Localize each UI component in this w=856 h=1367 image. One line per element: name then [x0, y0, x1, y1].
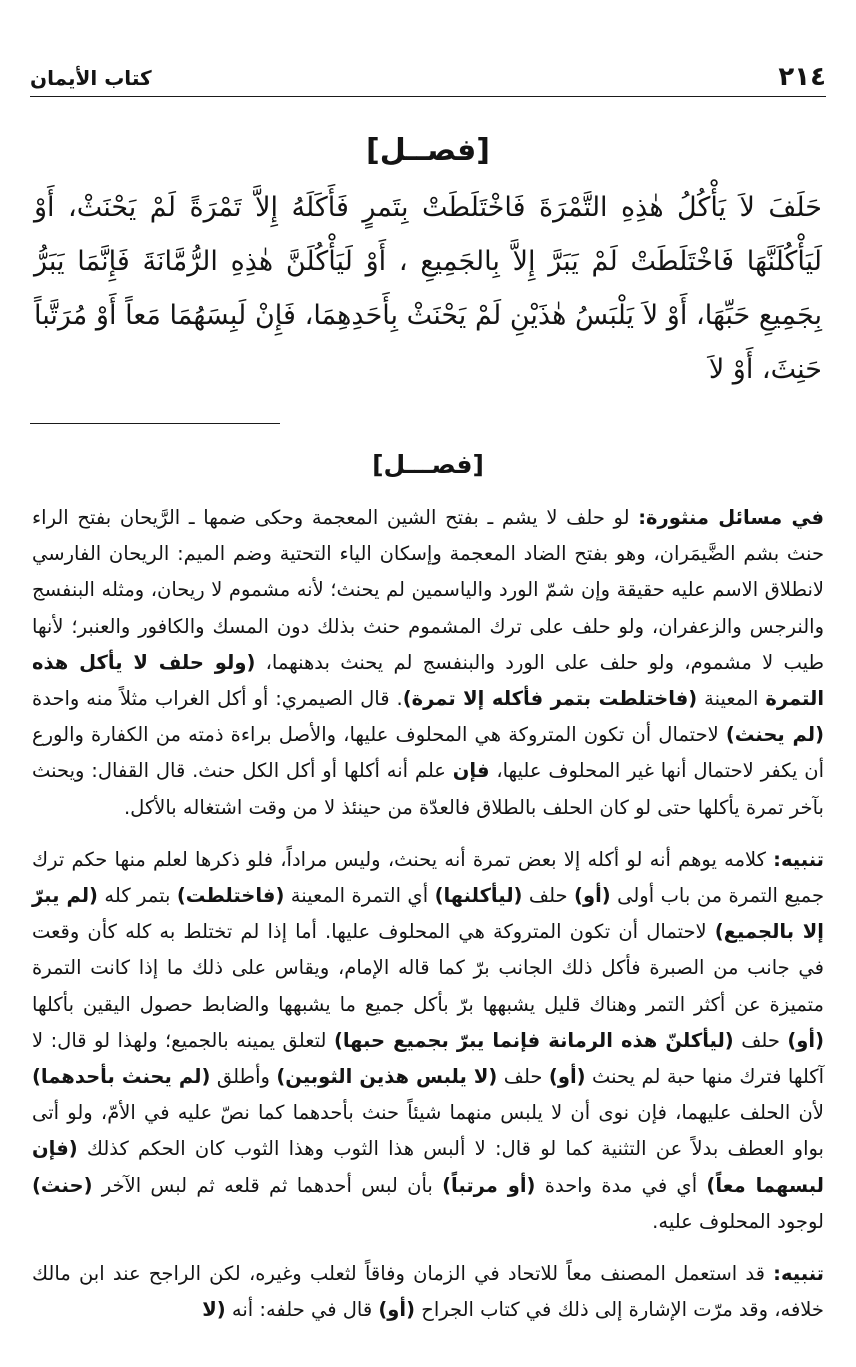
footnote-divider	[30, 423, 280, 424]
sharh-paragraph-2: تنبيه: كلامه يوهم أنه لو أكله إلا بعض تمرة أنه يحنث، وليس مراداً، فلو ذكرها لعلم منها حكم ترك جميع التمرة من باب أولى (أو) حلف (ليأكلنها) أي التمرة المعينة (فاختلطت) بتمر كله (لم يبرّ إلا بالجميع) لاحتمال أن تكون المتروكة هي المحلوف عليها. أما إذا لم تختلط به كله كأن وقعت في جانب من الصبرة فأكل ذلك الجانب برّ كما قاله الإمام، ويقاس على ذلك ما إذا كانت التمرة متميزة عن أكثر التمر وهناك قليل يشبهها برّ بأكل جميع ما يشبهها والضابط حصول اليقين بأكلها (أو) حلف (ليأكلنّ هذه الرمانة فإنما يبرّ بجميع حبها) لتعلق يمينه بالجميع؛ ولهذا لو قال: لا آكلها فترك منها حبة لم يحنث (أو) حلف (لا يلبس هذين الثوبين) وأطلق (لم يحنث بأحدهما) لأن الحلف عليهما، فإن نوى أن لا يلبس منهما شيئاً حنث بأحدهما كما نصّ عليه في الأمّ، ولو أتى بواو العطف بدلاً عن التثنية كما لو قال: لا ألبس هذا الثوب وهذا الثوب كان الحكم كذلك (فإن لبسهما معاً) أي في مدة واحدة (أو مرتباً) بأن لبس أحدهما ثم قلعه ثم لبس الآخر (حنث) لوجود المحلوف عليه.	[32, 847, 825, 1233]
book-title: كتاب الأيمان	[30, 66, 152, 90]
sharh-paragraph-3: تنبيه: قد استعمل المصنف معاً للاتحاد في الزمان وفاقاً لثعلب وغيره، لكن الراجح عند ابن مالك خلافه، وقد مرّت الإشارة إلى ذلك في كتاب الجراح (أو) قال في حلفه: أنه (لا	[32, 1262, 824, 1322]
page-number: ٢١٤	[778, 62, 826, 92]
paragraph-lead: تنبيه:	[773, 1262, 824, 1286]
book-page	[30, 40, 826, 1340]
paragraph-lead: في مسائل منثورة:	[638, 506, 824, 529]
running-header	[30, 40, 826, 97]
matn-text: حَلَفَ لاَ يَأْكُلُ هٰذِهِ التَّمْرَةَ فَاخْتَلَطَتْ بِتَمرٍ فَأَكَلَهُ إِلاَّ تَمْرَةً لَمْ يَحْنَثْ، أَوْ لَيَأْكُلَنَّهَا فَاخْتَلَطَتْ لَمْ يَبَرَّ إِلاَّ بِالجَمِيعِ ، أَوْ لَيَأْكُلَنَّ هٰذِهِ الرُّمَّانَةَ فَإِنَّمَا يَبَرُّ بِجَمِيعِ حَبِّهَا، أَوْ لاَ يَلْبَسُ هٰذَيْنِ لَمْ يَحْنَثْ بِأَحَدِهِمَا، فَإِنْ لَبِسَهُمَا مَعاً أَوْ مُرَتَّباً حَنِثَ، أَوْ لاَ	[34, 192, 822, 385]
paragraph-lead: تنبيه:	[773, 847, 824, 871]
sharh-section-heading: [فصـــل]	[372, 450, 484, 479]
sharh-paragraph-1: في مسائل منثورة: لو حلف لا يشم ـ بفتح الشين المعجمة وحكى ضمها ـ الرَّيحان بفتح الراء حنث بشم الضَّيمَران، وهو بفتح الضاد المعجمة وإسكان الياء التحتية وضم الميم: الريحان الفارسي لانطلاق الاسم عليه حقيقة وإن شمّ الورد والياسمين لم يحنث؛ لأنه مشموم لا ريحان، ومثله البنفسج والنرجس والزعفران، ولو حلف على ترك المشموم حنث بذلك دون المسك والكافور والعنبر؛ لأنها طيب لا مشموم، ولو حلف على الورد والبنفسج لم يحنث بدهنهما، (ولو حلف لا يأكل هذه التمرة المعينة (فاختلطت بتمر فأكله إلا تمرة). قال الصيمري: أو أكل الغراب مثلاً منه واحدة (لم يحنث) لاحتمال أن تكون المتروكة هي المحلوف عليها، والأصل براءة ذمته من الكفارة والورع أن يكفر لاحتمال أنها غير المحلوف عليها، فإن علم أنه أكلها أو أكل الكل حنث. قال القفال: ويحنث بآخر تمرة يأكلها حتى لو كان الحلف بالطلاق فالعدّة من حينئذ لا من وقت اشتغاله بالأكل.	[32, 506, 825, 819]
matn-section-heading: [فصــل]	[366, 133, 490, 168]
